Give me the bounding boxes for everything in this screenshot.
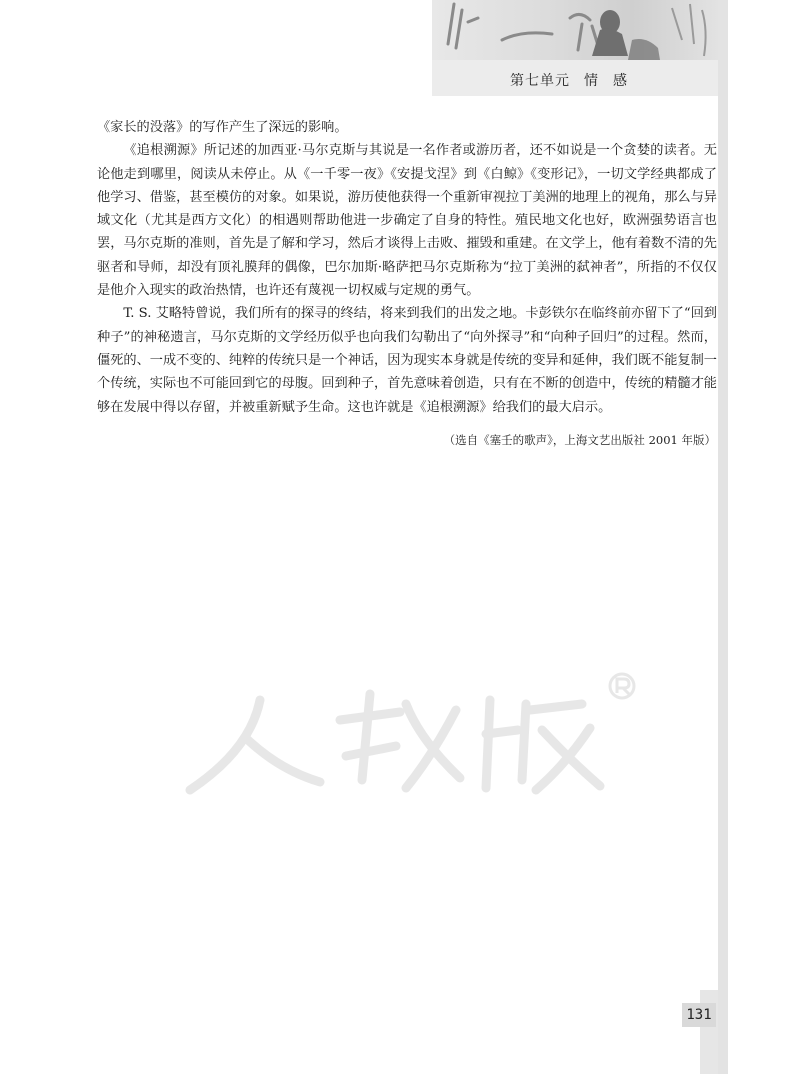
paragraph-2: 《追根溯源》所记述的加西亚·马尔克斯与其说是一名作者或游历者，还不如说是一个贪婪的读者。无论他走到哪里，阅读从未停止。从《一千零一夜》《安提戈涅》到《白鲸》《变形记》，一切文学经典都成了他学习、借鉴，甚至模仿的对象。如果说，游历使他获得一个重新审视拉丁美洲的地理上的视角，那么与异域文化（尤其是西方文化）的相遇则帮助他进一步确定了自身的特性。殖民地文化也好，欧洲强势语言也罢，马尔克斯的准则，首先是了解和学习，然后才谈得上击败、摧毁和重建。在文学上，他有着数不清的先驱者和导师，却没有顶礼膜拜的偶像，巴尔加斯·略萨把马尔克斯称为“拉丁美洲的弑神者”，所指的不仅仅是他介入现实的政治热情，也许还有蔑视一切权威与定规的勇气。 — [97, 143, 717, 299]
unit-label: 第七单元 — [510, 73, 570, 89]
unit-topic-char-2: 感 — [613, 73, 628, 89]
unit-title — [510, 70, 628, 90]
page-edge-strip — [718, 0, 728, 1074]
source-citation: （选自《塞壬的歌声》，上海文艺出版社 2001 年版） — [443, 433, 716, 447]
header-illustration — [432, 0, 718, 60]
ink-painting-figures-icon — [432, 0, 718, 60]
paragraph-3: T. S. 艾略特曾说，我们所有的探寻的终结，将来到我们的出发之地。卡彭铁尔在临终前亦留下了“回到种子”的神秘遗言，马尔克斯的文学经历似乎也向我们勾勒出了“向外探寻”和“向种子回归”的过程。然而，僵死的、一成不变的、纯粹的传统只是一个神话，因为现实本身就是传统的变异和延伸，我们既不能复制一个传统，实际也不可能回到它的母腹。回到种子，首先意味着创造，只有在不断的创造中，传统的精髓才能够在发展中得以存留，并被重新赋予生命。这也许就是《追根溯源》给我们的最大启示。 — [97, 306, 717, 415]
article-body — [97, 116, 717, 419]
renjiaoban-calligraphy-watermark-icon — [170, 660, 640, 810]
page-number: 131 — [682, 1003, 716, 1027]
publisher-watermark — [170, 660, 640, 810]
paragraph-1: 《家长的没落》的写作产生了深远的影响。 — [97, 120, 348, 135]
unit-topic-char-1: 情 — [584, 73, 599, 89]
